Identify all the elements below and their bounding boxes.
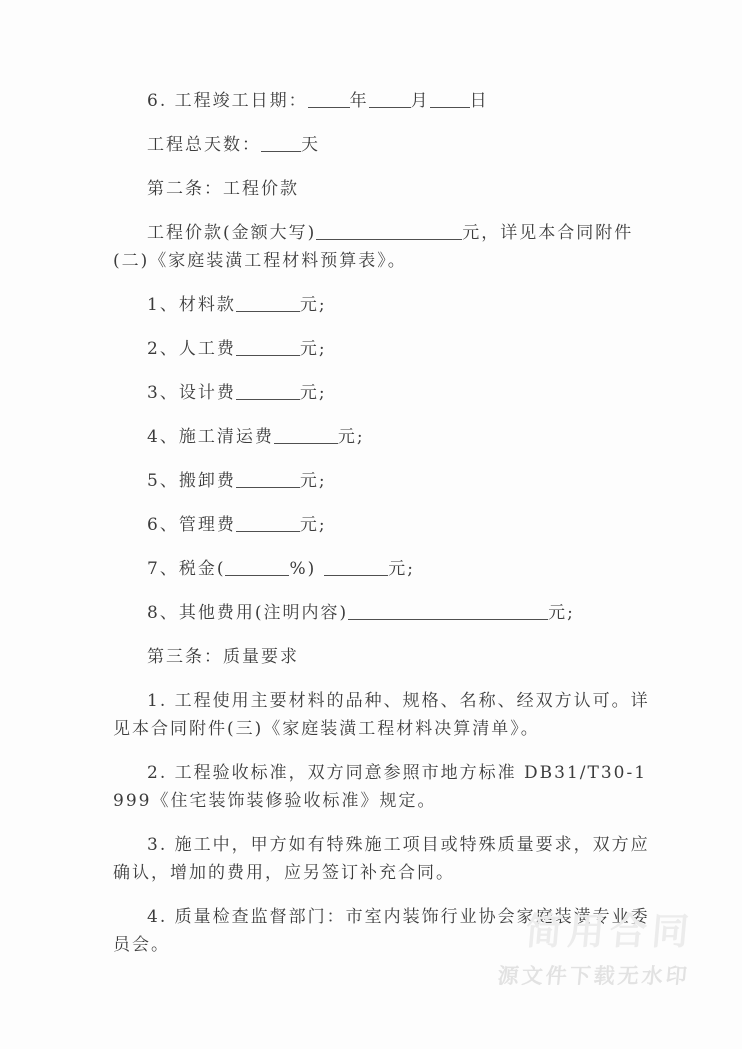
clause-supervision-department: 4. 质量检查监督部门：市室内装饰行业协会家庭装潢专业委员会。 xyxy=(113,907,650,955)
fee-tax-suffix: 元; xyxy=(388,559,415,579)
watermark-subtitle: 源文件下载无水印 xyxy=(496,963,691,988)
fee-labor-label: 2、人工费 xyxy=(147,339,236,359)
line-fee-moving xyxy=(113,467,650,495)
fee-design-label: 3、设计费 xyxy=(147,383,236,403)
contract-price-suffix: 元，详见本合同附件(二)《家庭装潢工程材料预算表》。 xyxy=(113,223,634,271)
line-fee-cleanup xyxy=(113,423,650,451)
watermark-title: 简用合同 xyxy=(523,910,696,953)
days-unit-label: 天 xyxy=(301,135,320,155)
blank-tax-amount[interactable] xyxy=(324,560,388,576)
contract-price-label: 工程价款(金额大写) xyxy=(147,223,317,243)
clause-special-requirements: 3. 施工中，甲方如有特殊施工项目或特殊质量要求，双方应确认，增加的费用，应另签订补充合同。 xyxy=(113,835,650,883)
line-total-days xyxy=(113,131,650,159)
fee-materials-label: 1、材料款 xyxy=(147,295,236,315)
fee-management-suffix: 元; xyxy=(299,515,327,535)
article2-heading: 第二条：工程价款 xyxy=(147,179,299,199)
fee-cleanup-label: 4、施工清运费 xyxy=(147,427,274,447)
line-contract-price xyxy=(113,219,650,275)
total-days-label: 工程总天数： xyxy=(147,135,261,155)
blank-fee-cleanup[interactable] xyxy=(274,428,338,444)
blank-completion-day[interactable] xyxy=(430,92,470,108)
fee-moving-label: 5、搬卸费 xyxy=(147,471,236,491)
fee-tax-percent-label: %) xyxy=(289,559,317,579)
blank-fee-management[interactable] xyxy=(236,516,300,532)
line-fee-management xyxy=(113,511,650,539)
fee-moving-suffix: 元; xyxy=(299,471,327,491)
year-unit-label: 年 xyxy=(349,91,369,111)
fee-tax-label: 7、税金( xyxy=(147,559,226,579)
fee-cleanup-suffix: 元; xyxy=(337,427,365,447)
blank-fee-labor[interactable] xyxy=(236,340,300,356)
line-fee-labor xyxy=(113,335,650,363)
fee-other-suffix: 元; xyxy=(548,603,575,623)
blank-tax-percent[interactable] xyxy=(225,560,289,576)
clause-acceptance-standard: 2. 工程验收标准，双方同意参照市地方标准 DB31/T30-1999《住宅装饰装修验收标准》规定。 xyxy=(113,763,648,811)
month-unit-label: 月 xyxy=(410,91,430,111)
blank-fee-materials[interactable] xyxy=(236,296,300,312)
blank-price-amount[interactable] xyxy=(316,224,462,240)
blank-completion-year[interactable] xyxy=(308,92,350,108)
blank-fee-moving[interactable] xyxy=(236,472,300,488)
line-fee-design xyxy=(113,379,650,407)
line-fee-tax xyxy=(113,555,650,583)
day-unit-label: 日 xyxy=(469,91,489,111)
blank-fee-other[interactable] xyxy=(348,604,548,620)
article3-heading: 第三条：质量要求 xyxy=(147,647,299,667)
contract-document-page xyxy=(113,87,650,975)
line-completion-date xyxy=(113,87,650,115)
line-fee-other xyxy=(113,599,650,627)
completion-date-label: 6. 工程竣工日期： xyxy=(147,91,308,111)
line-fee-materials xyxy=(113,291,650,319)
fee-labor-suffix: 元; xyxy=(299,339,327,359)
fee-design-suffix: 元; xyxy=(299,383,327,403)
blank-completion-month[interactable] xyxy=(369,92,411,108)
blank-fee-design[interactable] xyxy=(236,384,300,400)
clause-materials-approval: 1. 工程使用主要材料的品种、规格、名称、经双方认可。详见本合同附件(三)《家庭装潢工程材料决算清单》。 xyxy=(113,691,650,739)
blank-total-days[interactable] xyxy=(261,136,301,152)
fee-materials-suffix: 元; xyxy=(299,295,327,315)
fee-other-label: 8、其他费用(注明内容) xyxy=(147,603,349,623)
fee-management-label: 6、管理费 xyxy=(147,515,236,535)
